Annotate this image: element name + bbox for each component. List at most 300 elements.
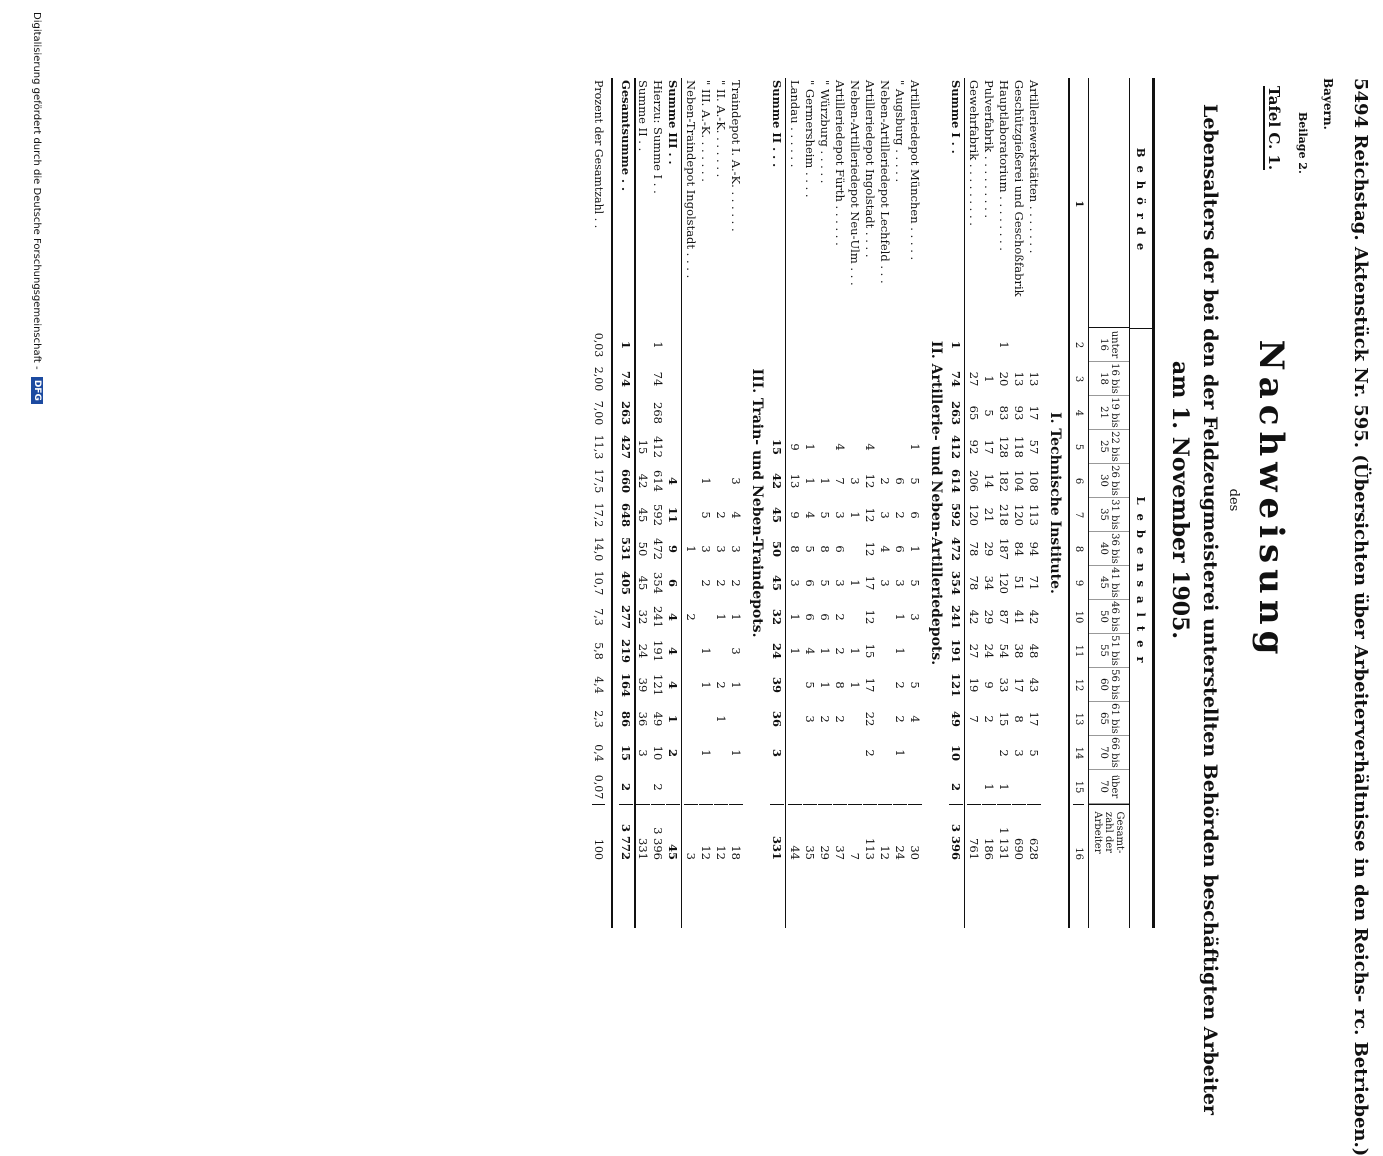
table-cell: 24	[636, 643, 651, 659]
table-cell: 24	[770, 642, 785, 659]
header-column-number: 14	[1073, 746, 1085, 760]
table-cell: 93	[1012, 405, 1027, 421]
row-label: Artilleriedepot München . . . . .	[908, 80, 923, 261]
table-cell: 45	[667, 804, 681, 864]
header-column-number: 16	[1074, 804, 1085, 864]
table-cell: 74	[619, 370, 634, 387]
table-cell: 4,4	[592, 676, 606, 694]
table-cell: 1	[651, 341, 666, 349]
table-cell: 4	[803, 647, 818, 655]
table-cell: 3	[714, 545, 729, 553]
table-cell: 7	[967, 715, 982, 723]
table-cell: 660	[619, 468, 634, 493]
table-cell: 17	[863, 677, 878, 693]
table-cell: 6	[893, 545, 908, 553]
header-behoerde: Behörde	[1130, 78, 1152, 329]
table-cell: 1	[893, 613, 908, 621]
table-cell: 263	[619, 400, 634, 425]
table-cell: 6	[818, 613, 833, 621]
dfg-logo: DFG	[31, 377, 43, 404]
table-cell: 1	[699, 647, 714, 655]
table-cell: 11,3	[592, 434, 606, 460]
table-cell: 2	[666, 748, 681, 757]
table-cell: 57	[1027, 439, 1042, 455]
table-cell: 43	[1027, 677, 1042, 693]
table-cell: 8	[1012, 715, 1027, 723]
table-cell: 3	[788, 579, 803, 587]
header-age-range: 46 bis 50	[1089, 600, 1129, 634]
row-label: Hierzu: Summe I . .	[651, 80, 666, 194]
table-cell: 412	[949, 434, 964, 459]
table-cell: 3	[729, 647, 744, 655]
table-cell: 8	[818, 545, 833, 553]
table-cell: 690	[1013, 804, 1027, 864]
table-cell: 17,2	[592, 502, 606, 528]
table-cell: 17,5	[592, 468, 606, 494]
header-column-number: 12	[1073, 678, 1085, 692]
table-cell: 5	[908, 579, 923, 587]
table-cell: 331	[771, 804, 785, 864]
running-head: 5494 Reichstag. Aktenstück Nr. 595. (Übersichten über Arbeiterverhältnisse in den Reichs- rc. Betrieben.)	[1350, 78, 1371, 1156]
table-cell: 17	[1027, 405, 1042, 421]
table-cell: 24	[982, 643, 997, 659]
table-cell: 241	[949, 604, 964, 629]
table-cell: 13	[1012, 371, 1027, 387]
table-cell: 44	[789, 804, 803, 864]
table-header-groups	[1129, 78, 1152, 928]
table-cell: 120	[967, 504, 982, 526]
row-label: " Germersheim . . . .	[803, 80, 818, 198]
table-cell: 50	[770, 540, 785, 557]
table-cell: 11	[666, 506, 681, 523]
header-age-range: 36 bis 40	[1089, 532, 1129, 566]
table-cell: 19	[967, 677, 982, 693]
header-column-number: 2	[1073, 341, 1085, 349]
table-cell: 1	[788, 613, 803, 621]
header-column-number: 10	[1073, 610, 1085, 624]
table-cell: 1 131	[998, 804, 1012, 864]
header-age-range: 61 bis 65	[1089, 702, 1129, 736]
sum-row	[770, 78, 786, 928]
table-cell: 104	[1012, 470, 1027, 492]
row-label: Prozent der Gesamtzahl . .	[592, 80, 606, 229]
table-cell: 17	[863, 575, 878, 591]
table-cell: 277	[619, 604, 634, 629]
table-cell: 9	[788, 511, 803, 519]
table-cell: 3	[729, 545, 744, 553]
table-cell: 218	[997, 504, 1012, 526]
table-cell: 3	[729, 477, 744, 485]
table-cell: 14,0	[592, 536, 606, 562]
table-cell: 4	[803, 511, 818, 519]
table-cell: 32	[770, 608, 785, 625]
table-cell: 3 396	[652, 804, 666, 864]
table-cell: 5	[699, 511, 714, 519]
table-row	[729, 78, 744, 928]
table-cell: 20	[997, 371, 1012, 387]
table-cell: 121	[651, 674, 666, 696]
header-column-number: 6	[1073, 477, 1085, 485]
table-cell: 1	[684, 545, 699, 553]
row-label: Neben-Artilleriedepot Lechfeld . . .	[878, 80, 893, 284]
table-cell: 2	[833, 647, 848, 655]
table-cell: 1	[848, 647, 863, 655]
hierzu-row	[636, 78, 651, 928]
page-title: Nachweisung	[1251, 339, 1291, 661]
table-cell: 37	[834, 804, 848, 864]
header-column-number: 15	[1073, 780, 1085, 794]
table-cell: 12	[863, 541, 878, 557]
sum-row	[949, 78, 965, 928]
table-cell: 13	[788, 473, 803, 489]
table-cell: 6	[666, 578, 681, 587]
header-age-range: 19 bis 21	[1089, 396, 1129, 430]
table-cell: 84	[1012, 541, 1027, 557]
header-age-range: 51 bis 55	[1089, 634, 1129, 668]
table-cell: 2	[863, 749, 878, 757]
table-cell: 0,03	[592, 332, 606, 358]
table-cell: 3	[893, 579, 908, 587]
table-cell: 6	[908, 511, 923, 519]
table-cell: 9	[982, 681, 997, 689]
header-age-range: 22 bis 25	[1089, 430, 1129, 464]
table-cell: 30	[909, 804, 923, 864]
table-cell: 1	[714, 715, 729, 723]
table-cell: 472	[949, 536, 964, 561]
table-cell: 592	[949, 502, 964, 527]
table-cell: 1	[699, 749, 714, 757]
table-cell: 94	[1027, 541, 1042, 557]
table-body	[587, 78, 1068, 928]
row-label: Neben-Artilleriedepot Neu-Ulm . . .	[848, 80, 863, 286]
tafel-label: Tafel C. 1.	[1265, 86, 1283, 171]
table-cell: 41	[1012, 609, 1027, 625]
table-cell: 18	[730, 804, 744, 864]
table-row	[1012, 78, 1027, 928]
table-cell: 9	[666, 544, 681, 553]
beilage-label: Beilage 2.	[1296, 112, 1309, 174]
table-cell: 17	[1012, 677, 1027, 693]
table-cell: 13	[1027, 371, 1042, 387]
header-lebensalter: Lebensalter	[1134, 496, 1148, 672]
table-cell: 4	[666, 646, 681, 655]
row-label: Neben-Traindepot Ingolstadt . . . .	[684, 80, 699, 279]
table-cell: 83	[997, 405, 1012, 421]
table-cell: 2	[893, 715, 908, 723]
table-cell: 65	[967, 405, 982, 421]
table-cell: 191	[949, 638, 964, 663]
table-cell: 6	[893, 477, 908, 485]
row-label: Gesamtsumme . .	[619, 80, 634, 192]
table-cell: 1	[729, 749, 744, 757]
table-cell: 2	[818, 715, 833, 723]
table-row	[684, 78, 699, 928]
table-cell: 3 396	[950, 804, 964, 864]
table-cell: 5	[982, 409, 997, 417]
table-cell: 3	[803, 715, 818, 723]
table-cell: 4	[729, 511, 744, 519]
table-cell: 108	[1027, 470, 1042, 492]
table-cell: 1	[997, 341, 1012, 349]
table-cell: 1	[619, 340, 634, 349]
table-row	[893, 78, 908, 928]
table-cell: 4	[863, 443, 878, 451]
table-cell: 3	[878, 511, 893, 519]
row-label: Summe I . .	[949, 80, 964, 154]
table-cell: 241	[651, 606, 666, 628]
section-title: I. Technische Institute.	[1047, 412, 1063, 594]
table-cell: 1	[666, 714, 681, 723]
table-cell: 1	[818, 477, 833, 485]
table-cell: 12	[863, 609, 878, 625]
table-cell: 15	[997, 711, 1012, 727]
table-cell: 50	[636, 541, 651, 557]
table-row	[863, 78, 878, 928]
table-header-numbers	[1068, 78, 1088, 928]
table-cell: 2	[651, 783, 666, 791]
table-cell: 5	[818, 579, 833, 587]
table-cell: 412	[651, 436, 666, 458]
header-total: Gesamt-zahl der Arbeiter	[1089, 804, 1129, 864]
table-cell: 2	[729, 579, 744, 587]
table-cell: 0,4	[592, 744, 606, 762]
table-cell: 15	[636, 439, 651, 455]
header-age-range: 41 bis 45	[1089, 566, 1129, 600]
row-label: " II. A.-K. . . . . . .	[714, 80, 729, 178]
table-cell: 39	[770, 676, 785, 693]
table-cell: 1	[949, 340, 964, 349]
section-title: III. Train- und Neben-Traindepots.	[749, 368, 765, 638]
table-cell: 4	[908, 715, 923, 723]
table-cell: 531	[619, 536, 634, 561]
table-cell: 263	[949, 400, 964, 425]
table-cell: 12	[863, 473, 878, 489]
table-cell: 5	[1027, 749, 1042, 757]
table-cell: 1	[699, 477, 714, 485]
table-cell: 17	[982, 439, 997, 455]
table-row	[848, 78, 863, 928]
table-cell: 113	[864, 804, 878, 864]
table-cell: 405	[619, 570, 634, 595]
table-cell: 2	[619, 782, 634, 791]
table-cell: 3	[833, 511, 848, 519]
table-cell: 1	[908, 443, 923, 451]
header-age-range: 66 bis 70	[1089, 736, 1129, 770]
table-cell: 1	[997, 783, 1012, 791]
table-cell: 42	[967, 609, 982, 625]
table-cell: 2	[714, 511, 729, 519]
table-cell: 2	[684, 613, 699, 621]
table-cell: 49	[651, 711, 666, 727]
table-cell: 4	[666, 476, 681, 485]
table-cell: 27	[967, 643, 982, 659]
row-label: " III. A.-K. . . . . . .	[699, 80, 714, 182]
table-cell: 761	[968, 804, 982, 864]
table-cell: 120	[1012, 504, 1027, 526]
table-cell: 2	[949, 782, 964, 791]
table-cell: 29	[819, 804, 833, 864]
table-cell: 45	[636, 575, 651, 591]
table-row	[818, 78, 833, 928]
table-cell: 3	[848, 477, 863, 485]
table-cell: 33	[997, 677, 1012, 693]
table-cell: 2	[982, 715, 997, 723]
page-subtitle: Lebensalters der bei den der Feldzeugmeisterei unterstellten Behörden beschäftigten Arbeiter	[1199, 104, 1221, 1115]
table-row	[699, 78, 714, 928]
row-label: Artilleriedepot Fürth . . . . . .	[833, 80, 848, 246]
table-cell: 614	[949, 468, 964, 493]
table-cell: 86	[619, 710, 634, 727]
table-cell: 24	[894, 804, 908, 864]
table-row	[833, 78, 848, 928]
table-cell: 472	[651, 538, 666, 560]
table-cell: 3 772	[620, 804, 634, 864]
table-cell: 2,3	[592, 710, 606, 728]
table-cell: 12	[863, 507, 878, 523]
state-label: Bayern.	[1321, 78, 1335, 130]
header-column-number: 1	[1073, 200, 1085, 208]
table-cell: 164	[619, 672, 634, 697]
table-cell: 120	[997, 572, 1012, 594]
table-cell: 0,07	[592, 774, 606, 800]
table-cell: 78	[967, 541, 982, 557]
table-cell: 3	[699, 545, 714, 553]
header-column-number: 8	[1073, 545, 1085, 553]
table-cell: 1	[893, 749, 908, 757]
table-cell: 206	[967, 470, 982, 492]
row-label: Summe II . . .	[770, 80, 785, 168]
table-cell: 5,8	[592, 642, 606, 660]
table-cell: 48	[1027, 643, 1042, 659]
table-cell: 1	[788, 647, 803, 655]
table-cell: 3	[1012, 749, 1027, 757]
header-age-range: über 70	[1089, 770, 1129, 804]
table-cell: 3	[908, 613, 923, 621]
table-cell: 186	[983, 804, 997, 864]
table-cell: 22	[863, 711, 878, 727]
header-column-number: 4	[1073, 409, 1085, 417]
table-cell: 45	[770, 506, 785, 523]
table-cell: 74	[949, 370, 964, 387]
table-cell: 354	[949, 570, 964, 595]
table-cell: 2	[997, 749, 1012, 757]
header-column-number: 7	[1073, 511, 1085, 519]
table-cell: 38	[1012, 643, 1027, 659]
row-label: " Würzburg . . . . .	[818, 80, 833, 184]
table-cell: 219	[619, 638, 634, 663]
table-cell: 1	[848, 511, 863, 519]
table-cell: 2,00	[592, 366, 606, 392]
table-cell: 1	[729, 681, 744, 689]
table-cell: 1	[803, 477, 818, 485]
sum-row	[666, 78, 682, 928]
table-cell: 7,3	[592, 608, 606, 626]
table-cell: 113	[1027, 504, 1042, 526]
table-row	[967, 78, 982, 928]
title-article: des	[1226, 488, 1241, 512]
table-cell: 3	[685, 804, 699, 864]
table-cell: 54	[997, 643, 1012, 659]
table-cell: 1	[818, 647, 833, 655]
table-cell: 5	[803, 545, 818, 553]
table-cell: 7,00	[592, 400, 606, 426]
table-cell: 74	[651, 371, 666, 387]
table-cell: 628	[1028, 804, 1042, 864]
header-column-number: 3	[1073, 375, 1085, 383]
table-row	[1027, 78, 1042, 928]
table-cell: 182	[997, 470, 1012, 492]
row-label: Summe II . .	[636, 80, 651, 152]
table-cell: 3	[636, 749, 651, 757]
header-column-number: 9	[1073, 579, 1085, 587]
table-cell: 5	[803, 681, 818, 689]
table-cell: 6	[803, 579, 818, 587]
page-date: am 1. November 1905.	[1167, 360, 1193, 640]
table-cell: 14	[982, 473, 997, 489]
table-cell: 354	[651, 572, 666, 594]
table-cell: 2	[699, 579, 714, 587]
table-cell: 12	[700, 804, 714, 864]
table-cell: 32	[636, 609, 651, 625]
hierzu-row	[651, 78, 666, 928]
table-cell: 10	[949, 744, 964, 761]
table-cell: 92	[967, 439, 982, 455]
row-label: Hauptlaboratorium . . . . . . . .	[997, 80, 1012, 251]
row-label: Pulverfabrik . . . . . . . . .	[982, 80, 997, 219]
table-cell: 21	[982, 507, 997, 523]
table-cell: 121	[949, 672, 964, 697]
percent-row	[587, 78, 613, 928]
table-cell: 3	[770, 748, 785, 757]
table-cell: 2	[878, 477, 893, 485]
row-label: Summe III . .	[666, 80, 681, 165]
table-cell: 39	[636, 677, 651, 693]
table-cell: 71	[1027, 575, 1042, 591]
table-cell: 36	[636, 711, 651, 727]
table-cell: 2	[893, 511, 908, 519]
data-table	[587, 78, 1155, 928]
row-label: Geschützgießerei und Geschoßfabrik	[1012, 80, 1027, 297]
table-cell: 268	[651, 402, 666, 424]
table-cell: 4	[833, 443, 848, 451]
table-cell: 6	[833, 545, 848, 553]
grand-total-row	[619, 78, 636, 928]
table-row	[997, 78, 1012, 928]
table-cell: 3	[878, 579, 893, 587]
table-cell: 8	[833, 681, 848, 689]
table-cell: 1	[848, 681, 863, 689]
table-cell: 1	[803, 443, 818, 451]
table-cell: 2	[714, 681, 729, 689]
table-cell: 4	[666, 612, 681, 621]
table-cell: 29	[982, 541, 997, 557]
header-range-blank	[1089, 78, 1129, 328]
table-row	[803, 78, 818, 928]
table-cell: 45	[770, 574, 785, 591]
table-cell: 2	[833, 613, 848, 621]
header-age-range: 31 bis 35	[1089, 498, 1129, 532]
table-cell: 128	[997, 436, 1012, 458]
section-title: II. Artillerie- und Neben-Artilleriedepots.	[928, 340, 944, 666]
table-cell: 15	[863, 643, 878, 659]
table-cell: 1	[729, 613, 744, 621]
table-cell: 191	[651, 640, 666, 662]
table-cell: 8	[788, 545, 803, 553]
table-cell: 1	[714, 613, 729, 621]
table-cell: 2	[893, 681, 908, 689]
table-cell: 78	[967, 575, 982, 591]
table-cell: 42	[770, 472, 785, 489]
